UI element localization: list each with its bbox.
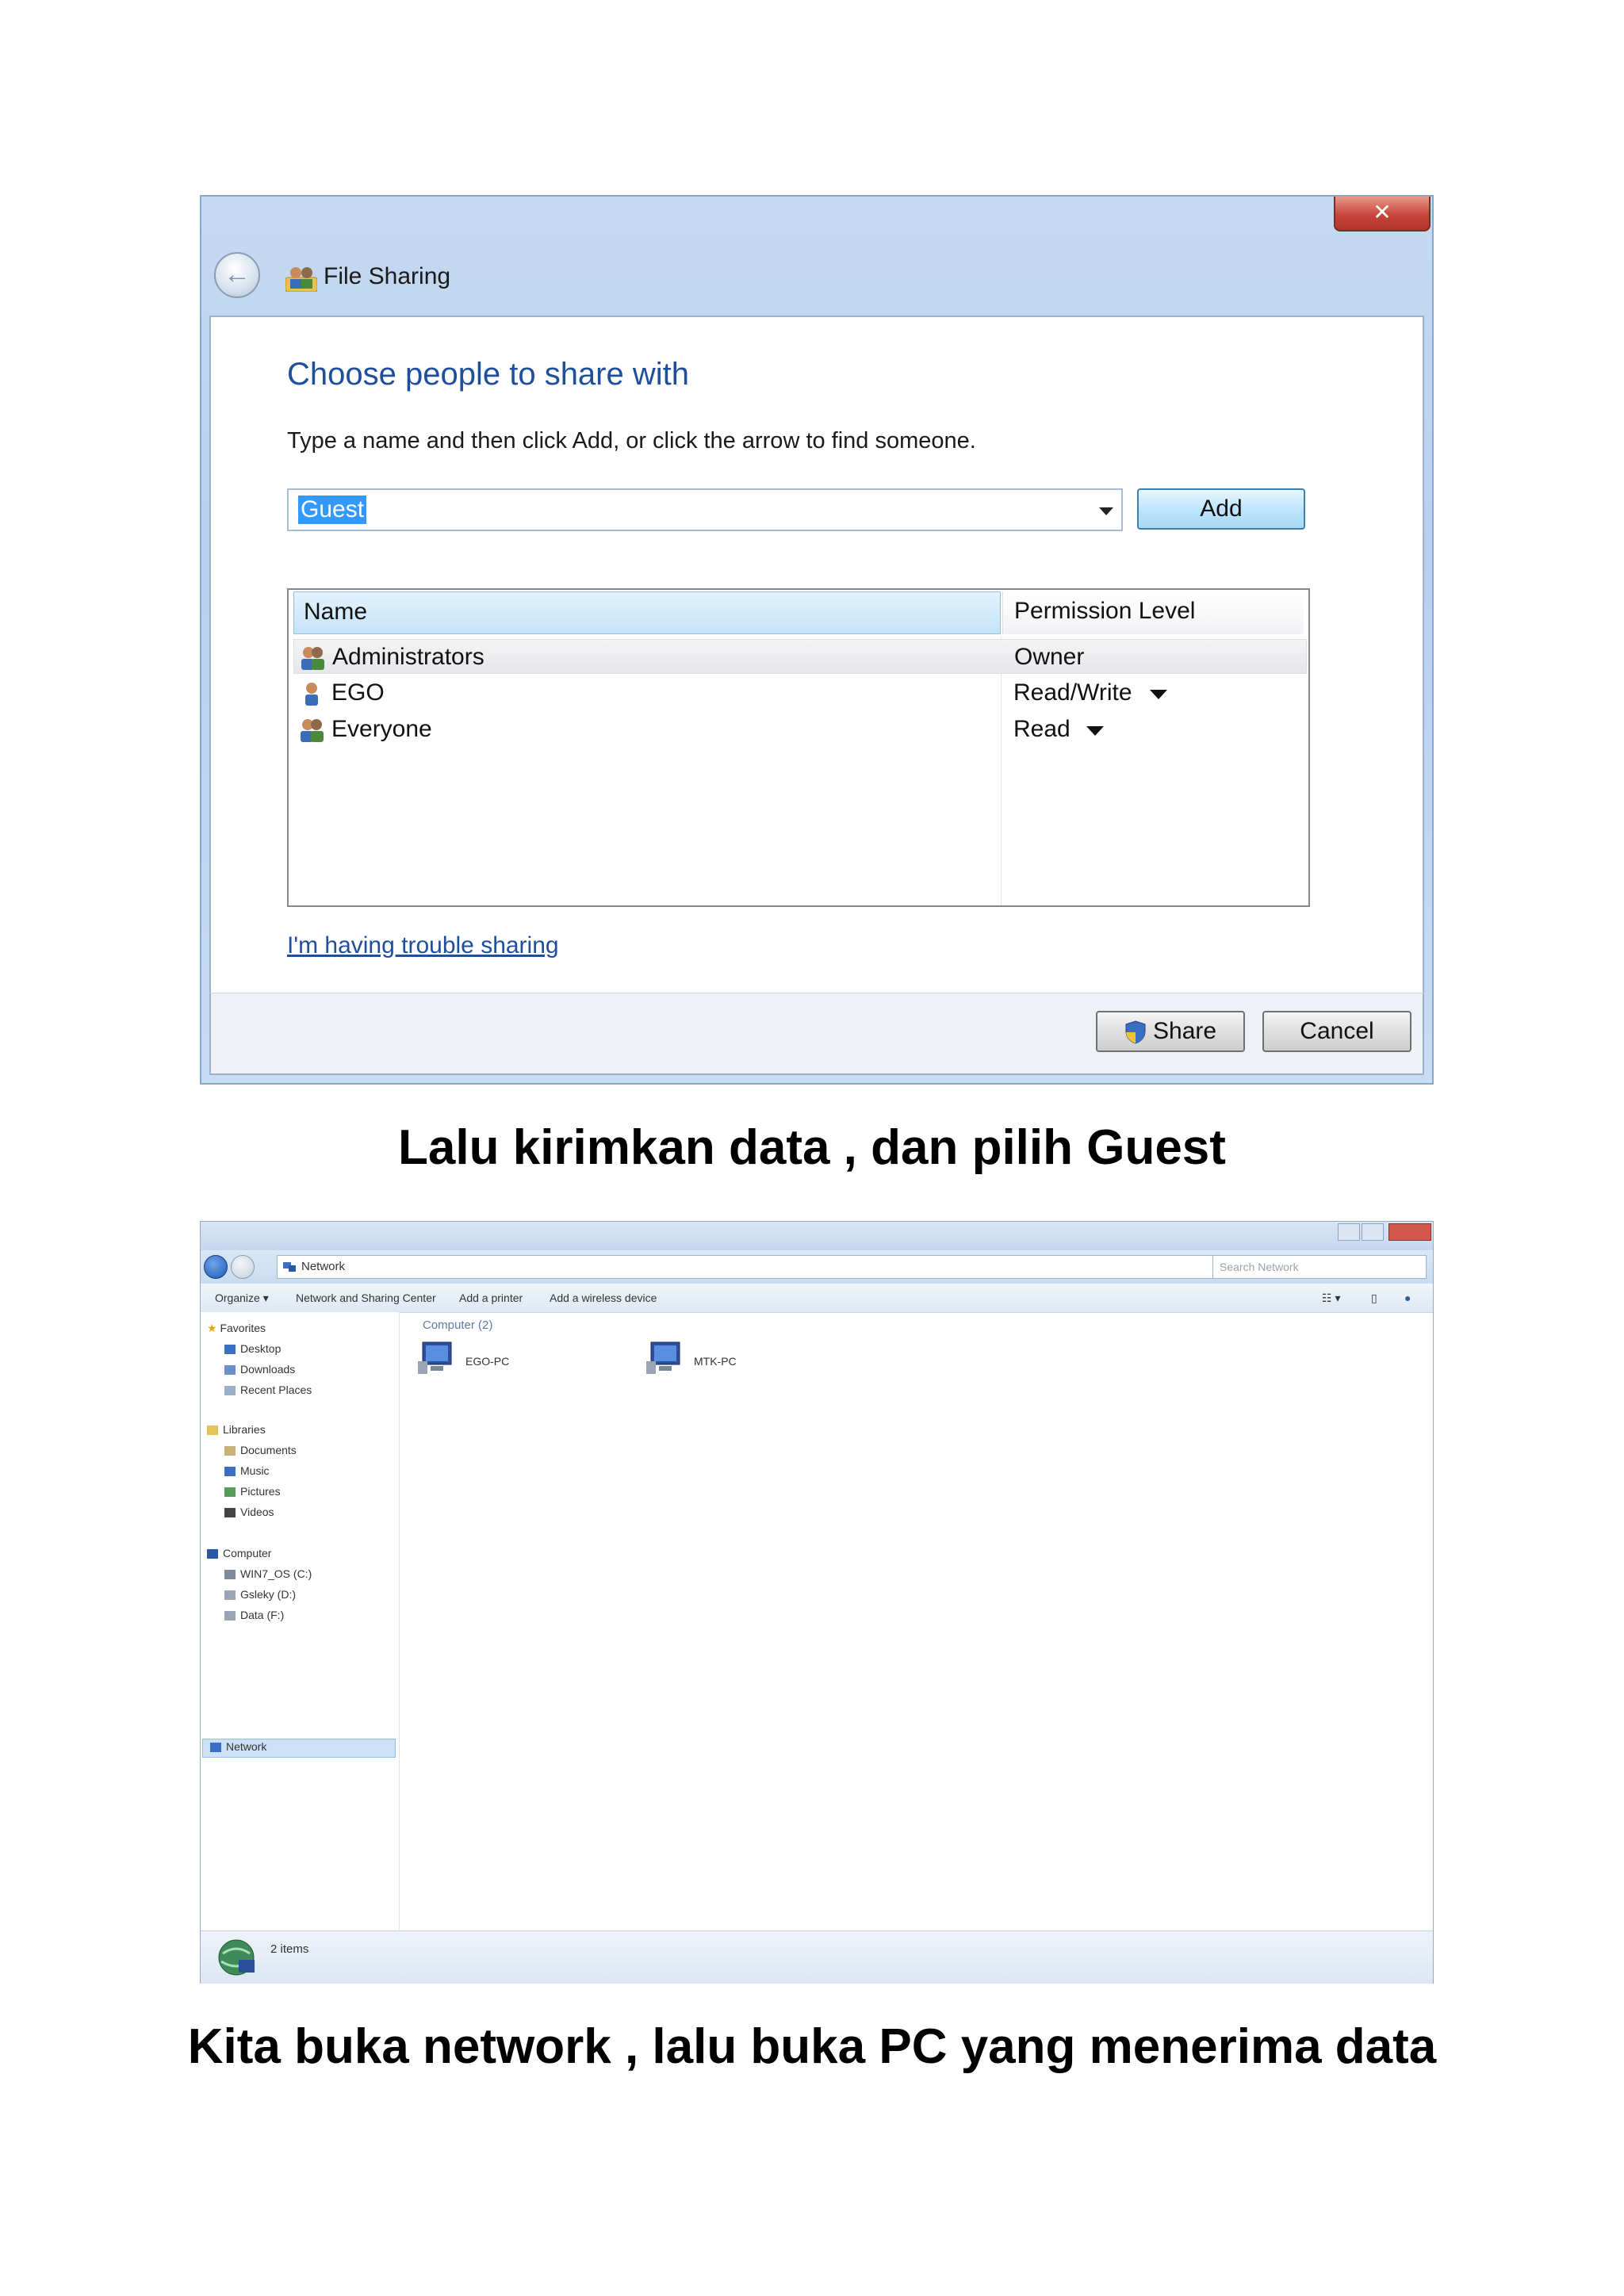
network-computer-icon[interactable] xyxy=(416,1341,456,1376)
list-row-ego[interactable] xyxy=(293,675,1307,710)
row-permission-dropdown[interactable]: Read xyxy=(1013,716,1071,742)
nav-libraries[interactable]: Libraries xyxy=(207,1423,266,1436)
videos-icon xyxy=(224,1508,236,1517)
row-name: EGO xyxy=(331,679,385,706)
nav-drive-d[interactable]: Gsleky (D:) xyxy=(224,1588,296,1601)
search-placeholder: Search Network xyxy=(1220,1261,1299,1273)
drive-icon xyxy=(224,1590,236,1600)
add-button[interactable]: Add xyxy=(1137,488,1305,530)
caption-2: Kita buka network , lalu buka PC yang menerima data xyxy=(187,2019,1437,2074)
permission-dropdown-arrow-icon[interactable] xyxy=(1150,690,1167,699)
navigation-pane xyxy=(201,1312,400,1931)
people-list xyxy=(287,588,1310,907)
user-icon xyxy=(298,680,325,707)
search-input[interactable] xyxy=(1212,1255,1427,1279)
list-header xyxy=(289,590,1308,636)
cancel-button[interactable]: Cancel xyxy=(1262,1011,1411,1052)
row-name: Administrators xyxy=(332,644,485,670)
computer-icon xyxy=(207,1549,218,1559)
recent-places-icon xyxy=(224,1386,236,1395)
dialog-heading: Choose people to share with xyxy=(287,357,689,392)
nav-music[interactable]: Music xyxy=(224,1464,270,1477)
nav-documents[interactable]: Documents xyxy=(224,1444,297,1456)
permission-dropdown-arrow-icon[interactable] xyxy=(1086,726,1104,736)
nav-network[interactable]: Network xyxy=(210,1740,266,1753)
nav-drive-f[interactable]: Data (F:) xyxy=(224,1609,284,1621)
close-button[interactable] xyxy=(1334,197,1431,232)
dialog-content xyxy=(209,316,1424,996)
row-name: Everyone xyxy=(331,716,432,742)
status-item-count: 2 items xyxy=(270,1942,309,1956)
file-sharing-dialog xyxy=(200,195,1434,1085)
computer-item-ego-pc[interactable]: EGO-PC xyxy=(465,1355,510,1368)
share-button[interactable] xyxy=(1096,1011,1245,1052)
column-header-name[interactable]: Name xyxy=(293,591,1001,634)
dialog-footer xyxy=(209,993,1424,1075)
users-icon xyxy=(298,717,325,744)
column-header-permission[interactable]: Permission Level xyxy=(1002,591,1304,634)
close-icon: ✕ xyxy=(1373,200,1392,224)
network-icon xyxy=(210,1743,221,1752)
nav-recent-places[interactable]: Recent Places xyxy=(224,1383,312,1396)
back-button[interactable] xyxy=(214,252,260,298)
nav-videos[interactable]: Videos xyxy=(224,1506,274,1518)
share-label: Share xyxy=(1153,1018,1217,1044)
nav-downloads[interactable]: Downloads xyxy=(224,1363,295,1376)
uac-shield-icon xyxy=(1124,1020,1147,1044)
libraries-icon xyxy=(207,1425,218,1435)
close-button[interactable] xyxy=(1388,1223,1431,1241)
views-icon[interactable]: ☷ ▾ xyxy=(1322,1292,1341,1304)
documents-icon xyxy=(224,1446,236,1456)
toolbar-organize[interactable]: Organize ▾ xyxy=(215,1292,269,1304)
nav-drive-c[interactable]: WIN7_OS (C:) xyxy=(224,1567,312,1580)
nav-pictures[interactable]: Pictures xyxy=(224,1485,281,1498)
command-toolbar xyxy=(201,1284,1433,1313)
network-icon xyxy=(282,1261,297,1273)
drive-icon xyxy=(224,1611,236,1621)
status-bar xyxy=(201,1931,1433,1984)
computer-item-mtk-pc[interactable]: MTK-PC xyxy=(694,1355,737,1368)
network-globe-icon xyxy=(215,1936,258,1979)
dropdown-arrow-icon[interactable] xyxy=(1099,507,1113,515)
row-permission: Owner xyxy=(1014,644,1085,670)
help-icon[interactable]: ● xyxy=(1404,1292,1411,1304)
desktop-icon xyxy=(224,1345,236,1354)
title-bar xyxy=(201,1222,1433,1250)
instruction-text: Type a name and then click Add, or click the arrow to find someone. xyxy=(287,428,976,453)
drive-icon xyxy=(224,1570,236,1579)
pictures-icon xyxy=(224,1487,236,1497)
network-explorer-window xyxy=(200,1221,1434,1984)
toolbar-add-printer[interactable]: Add a printer xyxy=(459,1292,523,1304)
address-text: Network xyxy=(301,1260,346,1273)
back-arrow-icon: ← xyxy=(224,259,251,289)
nav-desktop[interactable]: Desktop xyxy=(224,1342,281,1355)
list-row-everyone[interactable] xyxy=(293,712,1307,747)
toolbar-add-wireless-device[interactable]: Add a wireless device xyxy=(550,1292,657,1304)
maximize-button[interactable] xyxy=(1362,1223,1384,1241)
nav-favorites[interactable]: ★ Favorites xyxy=(207,1322,266,1334)
group-header-computer[interactable]: Computer (2) xyxy=(423,1318,493,1332)
list-row-administrators[interactable] xyxy=(293,639,1307,674)
address-bar xyxy=(201,1250,1433,1284)
preview-pane-icon[interactable]: ▯ xyxy=(1371,1292,1377,1304)
nav-computer[interactable]: Computer xyxy=(207,1547,271,1559)
trouble-sharing-link[interactable]: I'm having trouble sharing xyxy=(287,932,559,959)
music-icon xyxy=(224,1467,236,1476)
minimize-button[interactable] xyxy=(1338,1223,1360,1241)
network-computer-icon[interactable] xyxy=(645,1341,684,1376)
window-title: File Sharing xyxy=(324,263,451,289)
toolbar-network-sharing-center[interactable]: Network and Sharing Center xyxy=(296,1292,436,1304)
back-nav-icon[interactable] xyxy=(204,1255,228,1279)
address-field[interactable] xyxy=(277,1255,1276,1279)
users-icon xyxy=(299,645,326,672)
name-combobox[interactable] xyxy=(287,488,1123,531)
forward-nav-icon[interactable] xyxy=(231,1255,255,1279)
users-icon xyxy=(285,263,317,292)
downloads-icon xyxy=(224,1365,236,1375)
caption-1: Lalu kirimkan data , dan pilih Guest xyxy=(398,1120,1226,1175)
row-permission-dropdown[interactable]: Read/Write xyxy=(1013,679,1132,706)
name-input[interactable]: Guest xyxy=(298,496,366,524)
